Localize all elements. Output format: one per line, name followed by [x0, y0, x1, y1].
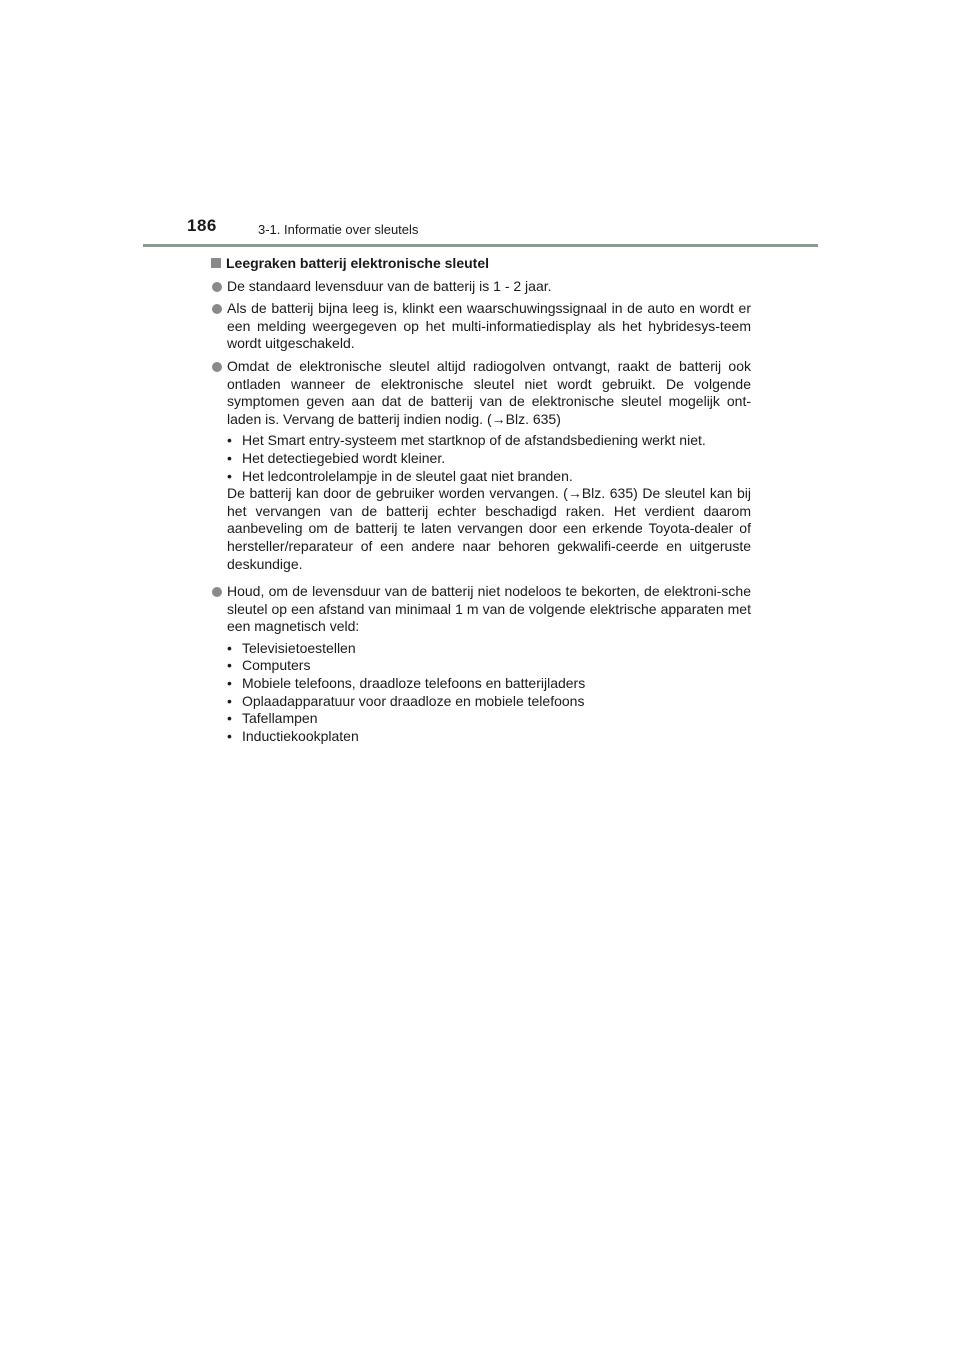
list-item — [211, 358, 751, 578]
device-item — [227, 675, 751, 693]
device-item — [227, 640, 751, 658]
round-bullet-icon — [212, 282, 222, 292]
header-divider — [143, 244, 818, 247]
list-marker: • — [227, 639, 232, 656]
round-bullet-icon — [212, 304, 222, 314]
symptom-text: Het ledcontrolelampje in de sleutel gaat niet branden. — [242, 467, 573, 484]
bullet-text: De standaard levensduur van de batterij is 1 - 2 jaar. — [227, 277, 552, 294]
list-marker: • — [227, 675, 232, 692]
device-list — [227, 640, 751, 746]
device-text: Oplaadapparatuur voor draadloze en mobiele telefoons — [242, 692, 585, 709]
page-number: 186 — [187, 216, 217, 235]
round-bullet-icon — [212, 587, 222, 597]
list-marker: • — [227, 449, 232, 466]
list-marker: • — [227, 710, 232, 727]
section-title: Leegraken batterij elektronische sleutel — [226, 255, 489, 271]
symptom-item — [227, 468, 751, 486]
device-text: Computers — [242, 657, 311, 674]
bullet-text: Houd, om de levensduur van de batterij niet nodeloos te bekorten, de elektroni-sche sleutel op een afstand van minimaal 1 m van de volgende elektrische apparaten met een magnetisch veld: — [227, 583, 751, 635]
symptoms-note: De batterij kan door de gebruiker worden vervangen. (→Blz. 635) De sleutel kan bij het vervangen van de batterij echter beschadigd raken. Het verdient daarom aanbeveling om de batterij te laten vervangen door een erkende Toyota-dealer of hersteller/reparateur of een andere naar behoren gekwalifi-ceerde en uitgeruste deskundige. — [227, 485, 751, 572]
chapter-title: 3-1. Informatie over sleutels — [258, 222, 419, 237]
list-marker: • — [227, 727, 232, 744]
list-marker: • — [227, 692, 232, 709]
bullet-text: Omdat de elektronische sleutel altijd radiogolven ontvangt, raakt de batterij ook ontladen wanneer de elektronische sleutel niet wordt gebruikt. De volgende symptomen geven aan dat de batterij van de elektronische sleutel mogelijk ont-laden is. Vervang de batterij indien nodig. (→Blz. 635) — [227, 357, 751, 427]
symptom-text: Het detectiegebied wordt kleiner. — [242, 449, 446, 466]
list-item — [211, 583, 751, 745]
list-marker: • — [227, 432, 232, 449]
device-item — [227, 728, 751, 746]
list-item — [211, 300, 751, 353]
symptom-item — [227, 432, 751, 450]
list-item — [211, 278, 751, 296]
device-item — [227, 657, 751, 675]
symptom-list — [227, 432, 751, 485]
device-text: Tafellampen — [242, 710, 318, 727]
device-item — [227, 710, 751, 728]
list-marker: • — [227, 467, 232, 484]
symptom-item — [227, 450, 751, 468]
symptom-text: Het Smart entry-systeem met startknop of de afstandsbediening werkt niet. — [242, 432, 706, 449]
device-text: Inductiekookplaten — [242, 727, 359, 744]
square-bullet-icon — [211, 258, 221, 268]
bullet-text: Als de batterij bijna leeg is, klinkt een waarschuwingssignaal in de auto en wordt er een melding weergegeven op het multi-informatiedisplay als het hybridesys-teem wordt uitgeschakeld. — [227, 300, 751, 352]
round-bullet-icon — [212, 362, 222, 372]
device-text: Mobiele telefoons, draadloze telefoons en batterijladers — [242, 675, 586, 692]
section-heading — [211, 255, 751, 273]
list-marker: • — [227, 657, 232, 674]
device-text: Televisietoestellen — [242, 639, 356, 656]
device-item — [227, 693, 751, 711]
page-content — [211, 255, 751, 750]
